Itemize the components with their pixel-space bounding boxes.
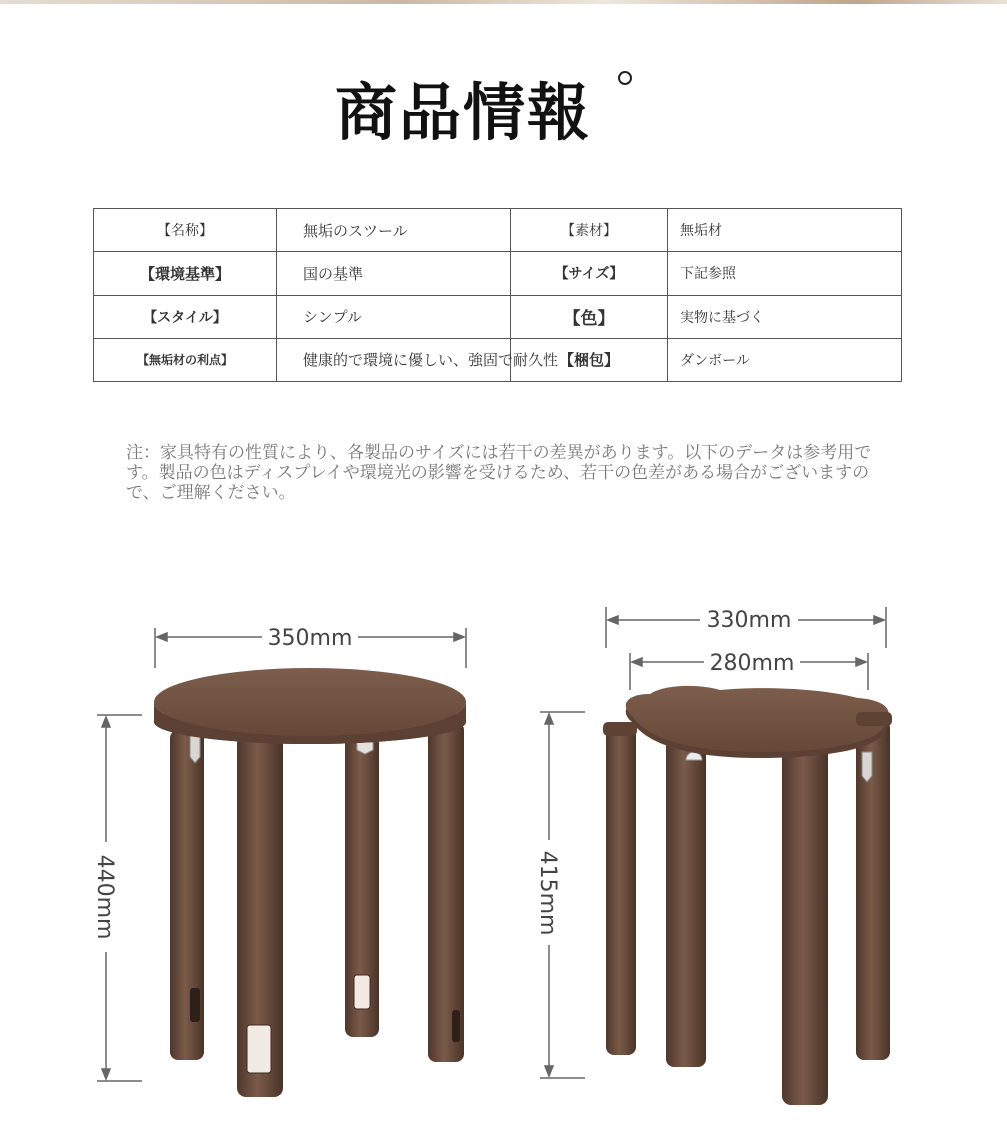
note-text: 注：家具特有の性質により、各製品のサイズには若干の差異があります。以下のデータは参考用です。製品の色はディスプレイや環境光の影響を受けるため、若干の色差がある場合がございますので、ご理解ください。 xyxy=(126,443,872,503)
spec-label: 【素材】 xyxy=(511,209,668,252)
spec-row xyxy=(94,338,902,381)
clover-stool-image xyxy=(603,686,892,1105)
round-stool-image xyxy=(154,668,466,1097)
page-title: 商品情報 xyxy=(335,76,592,149)
spec-value: シンプル xyxy=(277,295,511,338)
stools-dimension-diagram xyxy=(0,560,1007,1134)
spec-value: 下記参照 xyxy=(668,252,902,295)
spec-value: ダンボール xyxy=(668,338,902,381)
spec-row xyxy=(94,209,902,252)
spec-label: 【環境基準】 xyxy=(94,252,277,295)
clover-inner-width-label: 280mm xyxy=(709,651,795,676)
ring-decoration-icon xyxy=(618,71,632,85)
spec-label: 【名称】 xyxy=(94,209,277,252)
spec-value: 無垢材 xyxy=(668,209,902,252)
spec-label: 【スタイル】 xyxy=(94,295,277,338)
clover-outer-width-label: 330mm xyxy=(706,608,792,633)
round-height-label: 440mm xyxy=(92,854,117,940)
clover-height-label: 415mm xyxy=(535,850,560,936)
spec-label: 【色】 xyxy=(511,295,668,338)
spec-value: 国の基準 xyxy=(277,252,511,295)
spec-label: 【サイズ】 xyxy=(511,252,668,295)
spec-value: 無垢のスツール xyxy=(277,209,511,252)
spec-row xyxy=(94,295,902,338)
spec-label: 【無垢材の利点】 xyxy=(94,338,277,381)
spec-value: 健康的で環境に優しい、強固で耐久性 xyxy=(277,338,511,381)
round-width-label: 350mm xyxy=(267,626,353,651)
top-image-strip xyxy=(0,0,1007,4)
spec-row xyxy=(94,252,902,295)
spec-label: 【梱包】 xyxy=(511,338,668,381)
spec-value: 実物に基づく xyxy=(668,295,902,338)
spec-table xyxy=(93,208,902,382)
